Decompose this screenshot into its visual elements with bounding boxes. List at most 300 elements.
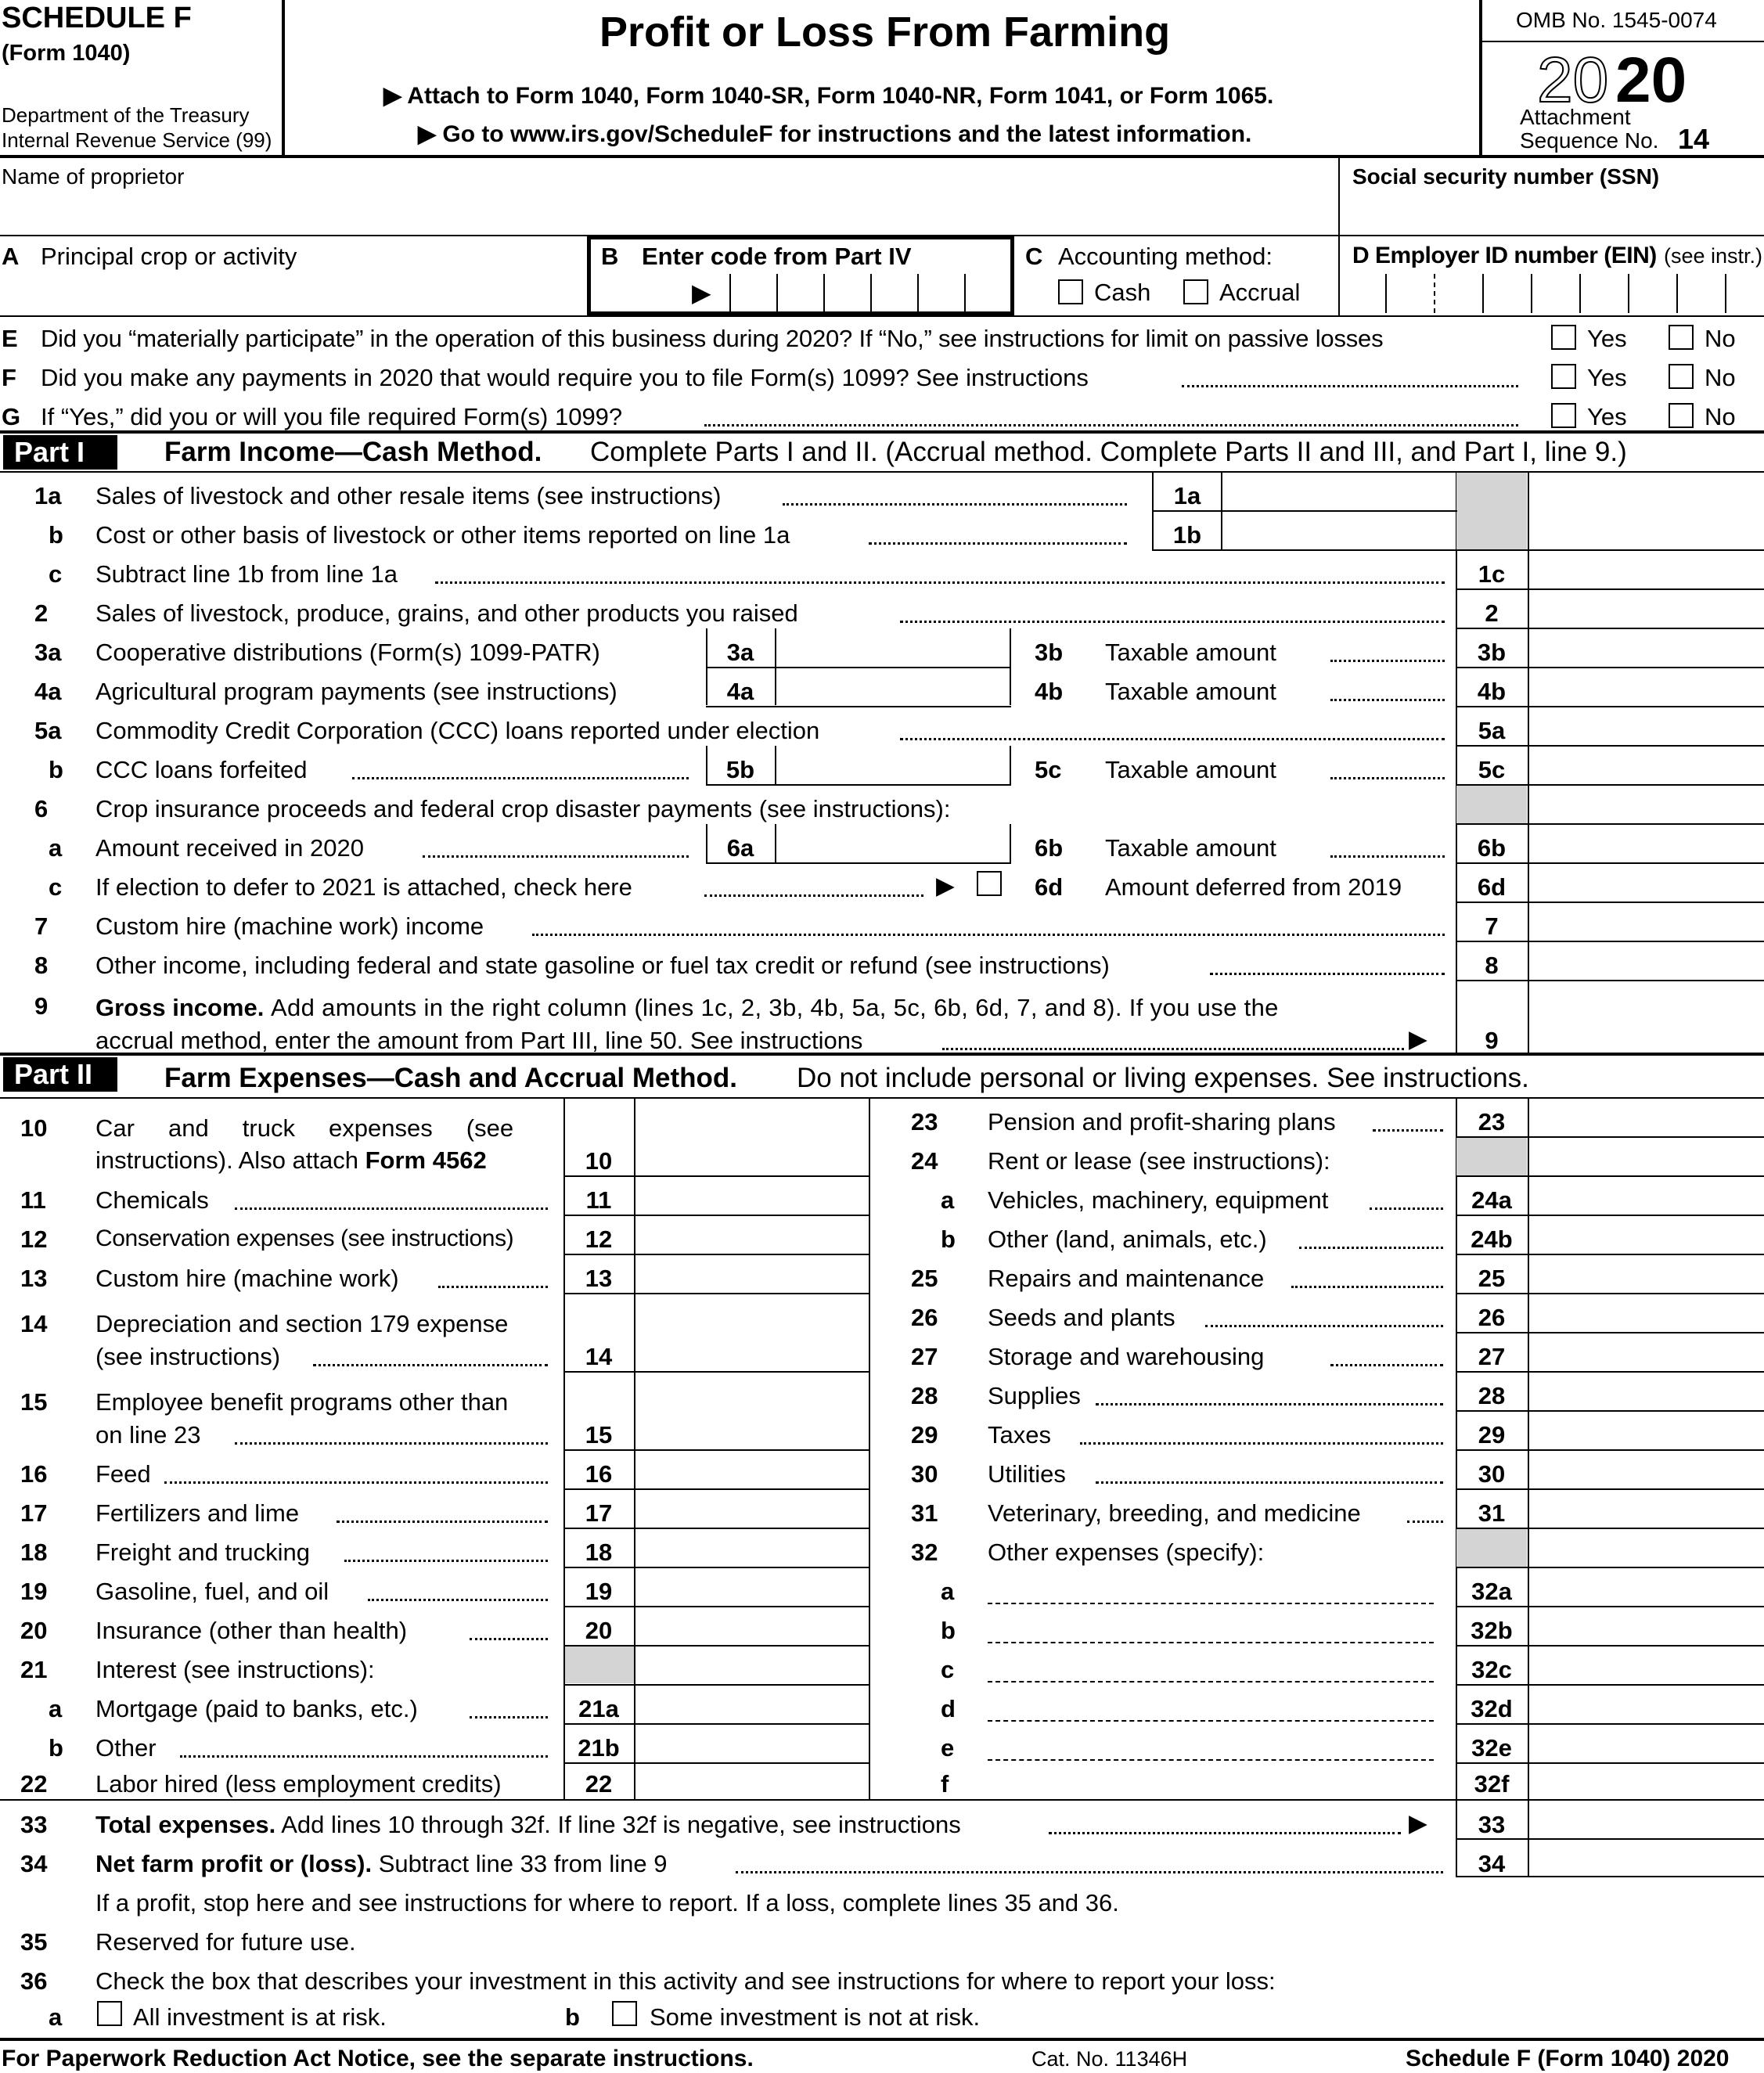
- line-3a-text: Cooperative distributions (Form(s) 1099-PATR): [95, 639, 600, 666]
- p1-rule-5a: [1456, 745, 1764, 747]
- p2-left-rule-15: [563, 1449, 869, 1451]
- line-6c-arrow: ▶: [936, 872, 955, 899]
- line-24b-number: b: [941, 1225, 956, 1253]
- p2-shade-21: [565, 1646, 634, 1683]
- line-2-number: 2: [34, 599, 49, 627]
- line-32-text: Other expenses (specify):: [988, 1539, 1265, 1566]
- line-14-text-2: (see instructions): [95, 1343, 281, 1370]
- line-32e-amount[interactable]: [1534, 1728, 1758, 1759]
- line-32a-rule: [988, 1603, 1434, 1604]
- line-13-number: 13: [20, 1265, 48, 1292]
- line-20-amount[interactable]: [640, 1611, 862, 1642]
- line-36-text: Check the box that describes your investment in this activity and see instructions for where to report your loss:: [95, 1967, 1276, 1995]
- line-18-amount[interactable]: [640, 1532, 862, 1564]
- ein-input[interactable]: [1346, 277, 1761, 310]
- part1-title: Farm Income—Cash Method.: [164, 437, 542, 467]
- p2-right-rule-32a: [1456, 1606, 1764, 1607]
- p2-left-rule-10: [563, 1175, 869, 1177]
- box-label-3b: 3b: [1477, 639, 1507, 666]
- question-e-no-label: No: [1705, 325, 1736, 352]
- line-32e-letter: e: [941, 1734, 955, 1762]
- ssn-input[interactable]: [1352, 196, 1751, 230]
- line-33-leader: [1049, 1832, 1401, 1834]
- box-label-5c: 5c: [1478, 756, 1506, 783]
- line-5a-leader: [900, 738, 1445, 740]
- line-9-body: Add amounts in the right column (lines 1c, 2, 3b, 4b, 5a, 5c, 6b, 6d, 7, and 8). If you use the: [270, 994, 1279, 1021]
- line-17-number: 17: [20, 1499, 48, 1527]
- box-label-20: 20: [585, 1617, 613, 1644]
- line-5c-leader: [1330, 777, 1445, 779]
- line-21b-text: Other: [95, 1734, 157, 1762]
- line-6d-number: 6d: [1035, 873, 1064, 901]
- line-32c-letter: c: [941, 1656, 955, 1683]
- line-18-number: 18: [20, 1539, 48, 1566]
- line-6a-number: a: [49, 834, 63, 862]
- line-32c-description[interactable]: [991, 1651, 1429, 1679]
- box-label-4b: 4b: [1477, 678, 1507, 705]
- line-12-number: 12: [20, 1225, 48, 1253]
- line-30-leader: [1096, 1481, 1443, 1484]
- part2-title: Farm Expenses—Cash and Accrual Method.: [164, 1063, 737, 1093]
- line-21a-leader: [470, 1716, 548, 1719]
- line-4a-amount[interactable]: [781, 671, 1006, 703]
- box-label-30: 30: [1478, 1460, 1506, 1488]
- line-36b-text: Some investment is not at risk.: [650, 2003, 981, 2031]
- line-5b-text: CCC loans forfeited: [95, 756, 308, 783]
- box-label-2: 2: [1485, 599, 1499, 627]
- line-13-leader: [438, 1286, 548, 1288]
- line-9-number: 9: [34, 992, 49, 1020]
- p2-right-rule-32d: [1456, 1723, 1764, 1725]
- line-17-amount[interactable]: [640, 1493, 862, 1524]
- line-21-text: Interest (see instructions):: [95, 1656, 375, 1683]
- line-16-text: Feed: [95, 1460, 151, 1488]
- line-11-text: Chemicals: [95, 1186, 209, 1214]
- paperwork-notice: For Paperwork Reduction Act Notice, see the separate instructions.: [2, 2046, 754, 2071]
- all-at-risk-checkbox[interactable]: [97, 2001, 122, 2026]
- line-3a-amount[interactable]: [781, 632, 1006, 664]
- box-label-1c: 1c: [1478, 560, 1506, 588]
- line-8-text: Other income, including federal and state gasoline or fuel tax credit or refund (see instructions): [95, 952, 1110, 979]
- line-14-amount[interactable]: [640, 1337, 862, 1368]
- line-21a-amount[interactable]: [640, 1689, 862, 1720]
- p2-shade-32: [1456, 1528, 1527, 1567]
- line-15-amount[interactable]: [640, 1415, 862, 1446]
- line-9-arrow: ▶: [1409, 1025, 1427, 1053]
- line-6b-number: 6b: [1035, 834, 1064, 862]
- year-bold: 20: [1615, 45, 1687, 116]
- line-15-text-2: on line 23: [95, 1421, 201, 1449]
- header-divider-right: [1479, 0, 1482, 155]
- p2-grid-bottom-rule: [0, 1799, 1764, 1801]
- line-6-text: Crop insurance proceeds and federal crop disaster payments (see instructions):: [95, 795, 951, 822]
- line-5b-amount[interactable]: [781, 750, 1006, 781]
- box-label-5a: 5a: [1478, 717, 1506, 744]
- line-25-amount[interactable]: [1534, 1258, 1758, 1290]
- proprietor-name-input[interactable]: [8, 196, 1330, 230]
- line-4b-leader: [1330, 699, 1445, 701]
- line-3b-amount[interactable]: [1534, 632, 1758, 664]
- line-4b-number: 4b: [1035, 678, 1064, 705]
- line-21b-number: b: [49, 1734, 63, 1762]
- line-14-leader: [313, 1364, 548, 1366]
- p2-left-amount-col: [634, 1098, 635, 1799]
- line-30-amount[interactable]: [1534, 1454, 1758, 1485]
- line-18-text: Freight and trucking: [95, 1539, 310, 1566]
- line-a-letter: A: [2, 243, 20, 270]
- line-33-arrow: ▶: [1409, 1809, 1427, 1837]
- department-line2: Internal Revenue Service (99): [2, 128, 272, 152]
- box-label-24b: 24b: [1471, 1225, 1513, 1253]
- question-f-no-checkbox[interactable]: [1669, 364, 1694, 389]
- goto-instruction: ▶ Go to www.irs.gov/ScheduleF for instructions and the latest information.: [418, 121, 1252, 147]
- line-28-text: Supplies: [988, 1382, 1081, 1409]
- part2-badge: Part II: [3, 1057, 117, 1092]
- line-7-amount[interactable]: [1534, 906, 1758, 938]
- line-24-number: 24: [911, 1147, 938, 1175]
- abcd-row-rule: [0, 315, 1764, 317]
- p1-box-column-right: [1528, 472, 1529, 1053]
- line-32d-amount[interactable]: [1534, 1689, 1758, 1720]
- p2-right-rule-27: [1456, 1371, 1764, 1373]
- line-6c-number: c: [49, 873, 63, 901]
- box-label-6a: 6a: [726, 834, 754, 862]
- line-22-amount[interactable]: [640, 1765, 862, 1797]
- line-13-text: Custom hire (machine work): [95, 1265, 399, 1292]
- question-e-text: Did you “materially participate” in the operation of this business during 2020? If “No,” see instructions for limit on passive losses: [41, 325, 1384, 352]
- line-15-leader: [235, 1442, 548, 1445]
- p2-left-rule-21b: [563, 1762, 869, 1764]
- question-f-yes-checkbox[interactable]: [1551, 364, 1576, 389]
- line-23-number: 23: [911, 1108, 938, 1135]
- line-7-number: 7: [34, 912, 49, 940]
- question-g-leader: [704, 424, 1518, 426]
- accrual-label: Accrual: [1219, 279, 1301, 306]
- defer-election-checkbox[interactable]: [977, 871, 1002, 896]
- line-33-amount[interactable]: [1534, 1805, 1758, 1836]
- line-6a-leader: [423, 855, 689, 858]
- line-32d-rule: [988, 1720, 1434, 1722]
- box-label-29: 29: [1478, 1421, 1506, 1449]
- line-1b-amount[interactable]: [1227, 515, 1451, 546]
- p1-rule-2: [1456, 628, 1764, 629]
- line-32a-description[interactable]: [991, 1573, 1429, 1601]
- omb-rule: [1481, 41, 1764, 42]
- header-divider-left: [282, 0, 285, 155]
- line-10-form-ref: Form 4562: [365, 1146, 487, 1174]
- proprietor-name-label: Name of proprietor: [2, 164, 185, 189]
- question-f-letter: F: [2, 364, 16, 391]
- line-6b-leader: [1330, 855, 1445, 858]
- question-g-yes-checkbox[interactable]: [1551, 403, 1576, 428]
- line-4a-text: Agricultural program payments (see instructions): [95, 678, 617, 705]
- question-g-yes-label: Yes: [1587, 403, 1627, 430]
- p1-rule-6d: [1456, 902, 1764, 903]
- p2-right-rule-23: [1456, 1136, 1764, 1138]
- question-g-no-label: No: [1705, 403, 1736, 430]
- line-32b-amount[interactable]: [1534, 1611, 1758, 1642]
- catalog-number: Cat. No. 11346H: [1031, 2047, 1188, 2071]
- ssn-label: Social security number (SSN): [1352, 164, 1660, 189]
- line-28-leader: [1096, 1403, 1443, 1405]
- box-label-32d: 32d: [1471, 1695, 1513, 1722]
- question-g-text: If “Yes,” did you or will you file required Form(s) 1099?: [41, 403, 623, 430]
- line-6c-text: If election to defer to 2021 is attached, check here: [95, 873, 632, 901]
- question-e-letter: E: [2, 325, 18, 352]
- line-32e-description[interactable]: [991, 1729, 1429, 1758]
- question-g-no-checkbox[interactable]: [1669, 403, 1694, 428]
- line-5c-number: 5c: [1035, 756, 1062, 783]
- p2-right-rule-30: [1456, 1488, 1764, 1490]
- line-29-leader: [1080, 1442, 1443, 1445]
- line-1c-amount[interactable]: [1534, 554, 1758, 585]
- line-31-amount[interactable]: [1534, 1493, 1758, 1524]
- question-g-letter: G: [2, 403, 21, 430]
- box-label-7: 7: [1485, 912, 1499, 940]
- code-label: Enter code from Part IV: [642, 243, 912, 270]
- year-outline: 20: [1537, 45, 1609, 116]
- line-28-amount[interactable]: [1534, 1376, 1758, 1407]
- line-29-amount[interactable]: [1534, 1415, 1758, 1446]
- line-5b-leader: [352, 777, 689, 779]
- line-6-number: 6: [34, 795, 49, 822]
- box-6a-label-sep: [775, 824, 776, 862]
- box-label-32c: 32c: [1471, 1656, 1512, 1683]
- line-6a-amount[interactable]: [781, 828, 1006, 859]
- p2-right-rule-31: [1456, 1528, 1764, 1529]
- line-26-text: Seeds and plants: [988, 1304, 1175, 1331]
- p2-left-rule-19: [563, 1606, 869, 1607]
- line-6d-amount[interactable]: [1534, 867, 1758, 898]
- p1-shade-6: [1456, 785, 1527, 824]
- line-9-text: [95, 995, 1434, 1020]
- part1-description: Complete Parts I and II. (Accrual method. Complete Parts II and III, and Part I, line 9.): [590, 437, 1627, 467]
- box-label-22: 22: [585, 1770, 613, 1798]
- line-25-leader: [1291, 1286, 1443, 1288]
- p2-left-rule-18: [563, 1567, 869, 1568]
- box-3a-rule: [706, 667, 1011, 668]
- line-31-text: Veterinary, breeding, and medicine: [988, 1499, 1361, 1527]
- some-not-at-risk-checkbox[interactable]: [612, 2001, 637, 2026]
- box-1a-rule: [1152, 510, 1457, 512]
- box-label-34: 34: [1478, 1850, 1506, 1877]
- line-25-text: Repairs and maintenance: [988, 1265, 1265, 1292]
- line-24a-number: a: [941, 1186, 955, 1214]
- line-21b-amount[interactable]: [640, 1728, 862, 1759]
- line-21a-text: Mortgage (paid to banks, etc.): [95, 1695, 418, 1722]
- box-label-25: 25: [1478, 1265, 1506, 1292]
- line-1c-number: c: [49, 560, 63, 588]
- line-22-number: 22: [20, 1770, 48, 1798]
- line-32f-letter: f: [941, 1770, 949, 1798]
- line-32d-letter: d: [941, 1695, 956, 1722]
- line-19-number: 19: [20, 1578, 48, 1605]
- box-label-21a: 21a: [578, 1695, 619, 1722]
- principal-crop-input[interactable]: [8, 274, 579, 307]
- line-24b-amount[interactable]: [1534, 1219, 1758, 1251]
- question-f-yes-label: Yes: [1587, 364, 1627, 391]
- activity-code-input[interactable]: [736, 275, 1002, 308]
- box-label-33: 33: [1478, 1811, 1506, 1838]
- p1-rule-5c: [1456, 784, 1764, 786]
- question-e-no-checkbox[interactable]: [1669, 325, 1694, 350]
- part1-top-rule: [0, 430, 1764, 434]
- p2-left-rule-12: [563, 1254, 869, 1255]
- line-11-amount[interactable]: [640, 1180, 862, 1211]
- p2-left-rule-20: [563, 1645, 869, 1647]
- line-13-amount[interactable]: [640, 1258, 862, 1290]
- line-32-number: 32: [911, 1539, 938, 1566]
- box-label-3a: 3a: [726, 639, 754, 666]
- sequence-number: 14: [1678, 123, 1710, 155]
- box-label-32a: 32a: [1471, 1578, 1512, 1605]
- line-1c-leader: [435, 581, 1445, 584]
- line-1b-leader: [869, 542, 1127, 545]
- line-20-text: Insurance (other than health): [95, 1617, 408, 1644]
- p1-rule-1b: [1456, 549, 1764, 551]
- attach-instruction: ▶ Attach to Form 1040, Form 1040-SR, Form 1040-NR, Form 1041, or Form 1065.: [383, 83, 1274, 109]
- p2-right-rule-32b: [1456, 1645, 1764, 1647]
- line-19-amount[interactable]: [640, 1571, 862, 1603]
- line-4a-number: 4a: [34, 678, 62, 705]
- line-1a-leader: [783, 503, 1127, 506]
- box-label-15: 15: [585, 1421, 613, 1449]
- form-title: Profit or Loss From Farming: [599, 9, 1171, 56]
- box-label-8: 8: [1485, 952, 1499, 979]
- p2-right-rule-32c: [1456, 1684, 1764, 1686]
- line-32b-description[interactable]: [991, 1612, 1429, 1640]
- line-2-amount[interactable]: [1534, 593, 1758, 624]
- line-6d-text: Amount deferred from 2019: [1105, 873, 1402, 901]
- box-5b-rule: [706, 784, 1011, 786]
- line-15-number: 15: [20, 1388, 48, 1416]
- line-36-number: 36: [20, 1967, 48, 1995]
- line-29-number: 29: [911, 1421, 938, 1449]
- line-18-leader: [344, 1560, 548, 1562]
- line-6c-leader: [704, 894, 923, 897]
- line-4b-text: Taxable amount: [1105, 678, 1276, 705]
- box-6a-rule: [706, 862, 1011, 864]
- line-12-amount[interactable]: [640, 1219, 862, 1251]
- line-9-amount[interactable]: [1534, 1017, 1758, 1049]
- ein-label: D Employer ID number (EIN): [1352, 243, 1657, 268]
- line-3b-number: 3b: [1035, 639, 1064, 666]
- box-label-26: 26: [1478, 1304, 1506, 1331]
- line-27-amount[interactable]: [1534, 1337, 1758, 1368]
- part2-top-rule: [0, 1053, 1764, 1056]
- line-32c-amount[interactable]: [1534, 1650, 1758, 1681]
- box-label-17: 17: [585, 1499, 613, 1527]
- line-8-number: 8: [34, 952, 49, 979]
- line-10-amount[interactable]: [640, 1141, 862, 1172]
- p2-left-rule-11: [563, 1215, 869, 1216]
- box-label-5b: 5b: [725, 756, 755, 783]
- accrual-checkbox[interactable]: [1183, 279, 1208, 304]
- line-32a-letter: a: [941, 1578, 955, 1605]
- line-3a-number: 3a: [34, 639, 62, 666]
- line-23-amount[interactable]: [1534, 1102, 1758, 1133]
- box-label-10: 10: [585, 1147, 613, 1175]
- p1-rule-6b: [1456, 862, 1764, 864]
- line-17-text: Fertilizers and lime: [95, 1499, 300, 1527]
- line-30-number: 30: [911, 1460, 938, 1488]
- p2-left-rule-13: [563, 1293, 869, 1294]
- line-32f-amount[interactable]: [1534, 1765, 1758, 1797]
- line-8-leader: [1210, 973, 1445, 975]
- line-24b-leader: [1299, 1247, 1443, 1249]
- line-9-leader: [942, 1048, 1404, 1050]
- box-label-11: 11: [585, 1186, 612, 1214]
- line-8-amount[interactable]: [1534, 945, 1758, 977]
- line-32a-amount[interactable]: [1534, 1571, 1758, 1603]
- line-5c-amount[interactable]: [1534, 750, 1758, 781]
- cash-checkbox[interactable]: [1058, 279, 1083, 304]
- line-23-leader: [1373, 1129, 1443, 1132]
- line-27-number: 27: [911, 1343, 938, 1370]
- line-34-amount[interactable]: [1534, 1843, 1758, 1874]
- line-34-text: [95, 1852, 667, 1876]
- part2-header-rule: [0, 1097, 1764, 1099]
- line-31-leader: [1407, 1521, 1443, 1523]
- box-label-12: 12: [585, 1225, 613, 1253]
- line-2-text: Sales of livestock, produce, grains, and other products you raised: [95, 599, 798, 627]
- department-line1: Department of the Treasury: [2, 103, 250, 127]
- line-33-body: Add lines 10 through 32f. If line 32f is negative, see instructions: [281, 1811, 961, 1838]
- line-33-text: [95, 1812, 961, 1837]
- p1-rule-8: [1456, 980, 1764, 981]
- line-1a-amount[interactable]: [1227, 476, 1451, 507]
- line-12-text: Conservation expenses (see instructions): [95, 1225, 514, 1251]
- box-label-1a: 1a: [1173, 482, 1201, 509]
- line-6b-amount[interactable]: [1534, 828, 1758, 859]
- line-24a-amount[interactable]: [1534, 1180, 1758, 1211]
- box-label-31: 31: [1478, 1499, 1506, 1527]
- box-1b-rule: [1152, 549, 1457, 551]
- box-label-16: 16: [585, 1460, 613, 1488]
- line-33-number: 33: [20, 1811, 48, 1838]
- line-5a-amount[interactable]: [1534, 711, 1758, 742]
- line-4b-amount[interactable]: [1534, 671, 1758, 703]
- ein-note: (see instr.): [1664, 244, 1763, 268]
- line-5a-number: 5a: [34, 717, 62, 744]
- line-36b-letter: b: [565, 2003, 580, 2031]
- question-f-leader: [1182, 385, 1518, 387]
- p2-right-rule-24: [1456, 1175, 1764, 1177]
- line-27-text: Storage and warehousing: [988, 1343, 1265, 1370]
- question-e-yes-checkbox[interactable]: [1551, 325, 1576, 350]
- line-19-leader: [368, 1599, 548, 1601]
- p2-shade-24: [1456, 1137, 1527, 1175]
- box-4a-rule: [706, 706, 1011, 707]
- line-34-number: 34: [20, 1850, 48, 1877]
- footer-form-id: Schedule F (Form 1040) 2020: [1406, 2046, 1730, 2071]
- line-6b-text: Taxable amount: [1105, 834, 1276, 862]
- line-5b-number: b: [49, 756, 63, 783]
- line-30-text: Utilities: [988, 1460, 1066, 1488]
- line-32d-description[interactable]: [991, 1690, 1429, 1719]
- box-label-6b: 6b: [1477, 834, 1507, 862]
- line-1a-text: Sales of livestock and other resale items (see instructions): [95, 482, 722, 509]
- line-16-amount[interactable]: [640, 1454, 862, 1485]
- line-20-number: 20: [20, 1617, 48, 1644]
- ssn-divider: [1338, 157, 1340, 235]
- box-label-9: 9: [1485, 1027, 1499, 1054]
- p2-right-rule-28: [1456, 1410, 1764, 1412]
- line-31-number: 31: [911, 1499, 938, 1527]
- line-9-bold: Gross income.: [95, 994, 265, 1021]
- line-c-letter: C: [1025, 243, 1043, 270]
- line-26-amount[interactable]: [1534, 1297, 1758, 1329]
